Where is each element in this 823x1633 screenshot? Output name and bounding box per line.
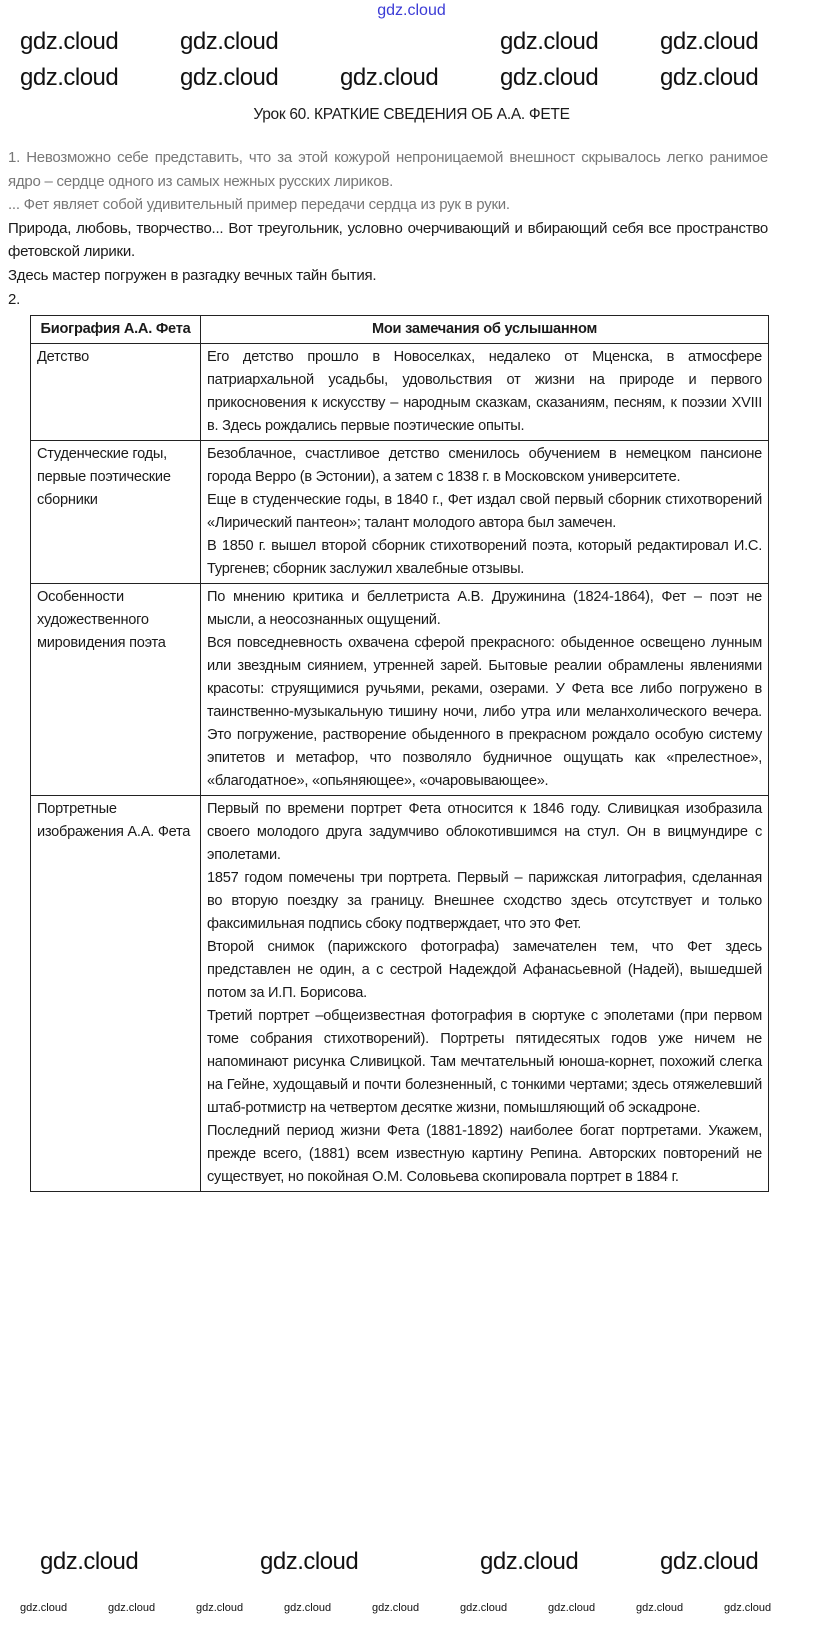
note-paragraph: В 1850 г. вышел второй сборник стихотворений поэта, который редактировал И.С. Тургенев; сборник заслужил хвалебные отзывы. bbox=[207, 538, 762, 578]
document-body bbox=[0, 104, 823, 1192]
watermark-small: gdz.cloud bbox=[636, 1602, 684, 1614]
note-paragraph: 1857 годом помечены три портрета. Первый – парижская литография, сделанная во вторую поездку за границу. Внешнее сходство здесь отсутствует и только факсимильная подпись сбоку подтверждает, что это Фет. bbox=[207, 870, 762, 933]
row-topic: Детство bbox=[31, 344, 201, 441]
table-header-row bbox=[31, 316, 769, 344]
page-title: Урок 60. КРАТКИЕ СВЕДЕНИЯ ОБ А.А. ФЕТЕ bbox=[253, 106, 570, 123]
note-paragraph: Первый по времени портрет Фета относится к 1846 году. Сливицкая изобразила своего молодого друга задумчиво облокотившимся на стул. Он в вицмундире с эполетами. bbox=[207, 801, 762, 864]
watermark: gdz.cloud bbox=[500, 64, 599, 91]
watermark: gdz.cloud bbox=[660, 64, 759, 91]
watermark-small: gdz.cloud bbox=[20, 1602, 68, 1614]
row-notes bbox=[201, 584, 769, 796]
watermark: gdz.cloud bbox=[20, 64, 119, 91]
watermark: gdz.cloud bbox=[660, 1548, 759, 1575]
intro-paragraph: ... Фет являет собой удивительный пример передачи сердца из рук в руки. bbox=[8, 196, 510, 214]
row-notes bbox=[201, 796, 769, 1192]
row-topic: Особенности художественного мировидения поэта bbox=[31, 584, 201, 796]
watermark: gdz.cloud bbox=[340, 64, 439, 91]
biography-table bbox=[30, 315, 769, 1192]
row-notes bbox=[201, 344, 769, 441]
note-paragraph: Безоблачное, счастливое детство сменилось обучением в немецком пансионе города Верро (в Эстонии), а затем с 1838 г. в Московском университете. bbox=[207, 446, 762, 486]
watermark-small: gdz.cloud bbox=[724, 1602, 772, 1614]
column-header-notes: Мои замечания об услышанном bbox=[201, 316, 769, 344]
note-paragraph: Его детство прошло в Новоселках, недалеко от Мценска, в атмосфере патриархальной усадьбы, удовольствия от жизни на природе и первого прикосновения к искусству – народным сказкам, сказаниям, песням, к поэзии XVIII в. Здесь рождались первые поэтические опыты. bbox=[207, 349, 762, 435]
watermark: gdz.cloud bbox=[500, 28, 599, 55]
table-row bbox=[31, 441, 769, 584]
watermark: gdz.cloud bbox=[260, 1548, 359, 1575]
watermark-small: gdz.cloud bbox=[284, 1602, 332, 1614]
row-topic: Студенческие годы, первые поэтические сборники bbox=[31, 441, 201, 584]
intro-paragraph: 1. Невозможно себе представить, что за этой кожурой непроницаемой внешност скрывалось легко ранимое ядро – сердце одного из самых нежных русских лириков. bbox=[8, 149, 768, 190]
watermark-small: gdz.cloud bbox=[108, 1602, 156, 1614]
watermark-small: gdz.cloud bbox=[372, 1602, 420, 1614]
table-row bbox=[31, 796, 769, 1192]
note-paragraph: Еще в студенческие годы, в 1840 г., Фет издал свой первый сборник стихотворений «Лирический пантеон»; талант молодого автора был замечен. bbox=[207, 492, 762, 532]
watermark: gdz.cloud bbox=[180, 64, 279, 91]
table-row bbox=[31, 344, 769, 441]
intro-paragraph: 2. bbox=[8, 290, 21, 308]
note-paragraph: Вся повседневность охвачена сферой прекрасного: обыденное освещено лунным или звездным сиянием, утренней зарей. Бытовые реалии обрамлены явлениями красоты: струящимися ручьями, реками, озерами. У Фета все либо погружено в таинственно-музыкальную тишину ночи, либо утра или меланхолического вечера. Это погружение, растворение обыденного в прекрасном рождало особую систему эпитетов и метафор, что позволяло будничное ощущать как «прелестное», «благодатное», «опьяняющее», «очаровывающее». bbox=[207, 635, 762, 790]
watermark: gdz.cloud bbox=[660, 28, 759, 55]
watermark-small: gdz.cloud bbox=[460, 1602, 508, 1614]
table-row bbox=[31, 584, 769, 796]
watermark: gdz.cloud bbox=[180, 28, 279, 55]
row-notes bbox=[201, 441, 769, 584]
row-topic: Портретные изображения А.А. Фета bbox=[31, 796, 201, 1192]
watermark-small: gdz.cloud bbox=[196, 1602, 244, 1614]
watermark: gdz.cloud bbox=[20, 28, 119, 55]
note-paragraph: Второй снимок (парижского фотографа) замечателен тем, что Фет здесь представлен не один, а с сестрой Надеждой Афанасьевной (Надей), вышедшей потом за И.П. Борисова. bbox=[207, 939, 762, 1002]
intro-text bbox=[8, 146, 768, 311]
watermark-small: gdz.cloud bbox=[548, 1602, 596, 1614]
watermark: gdz.cloud bbox=[480, 1548, 579, 1575]
column-header-biography: Биография А.А. Фета bbox=[31, 316, 201, 344]
note-paragraph: Последний период жизни Фета (1881-1892) наиболее богат портретами. Укажем, прежде всего, (1881) всем известную картину Репина. Авторских повторений не существует, но покойная О.М. Соловьева скопировала портрет в 1884 г. bbox=[207, 1123, 762, 1186]
note-paragraph: Третий портрет –общеизвестная фотография в сюртуке с эполетами (при первом томе собрания стихотворений). Портреты пятидесятых годов уже ничем не напоминают рисунка Сливицкой. Там мечтательный юноша-корнет, похожий слегка на Гейне, худощавый и почти болезненный, с тонкими чертами; здесь отяжелевший штаб-ротмистр на четвертом десятке жизни, помышляющий об эскадроне. bbox=[207, 1008, 762, 1117]
intro-paragraph: Природа, любовь, творчество... Вот треугольник, условно очерчивающий и вбирающий себя все пространство фетовской лирики. bbox=[8, 219, 768, 261]
watermark-top: gdz.cloud bbox=[377, 2, 446, 19]
watermark: gdz.cloud bbox=[40, 1548, 139, 1575]
intro-paragraph: Здесь мастер погружен в разгадку вечных тайн бытия. bbox=[8, 266, 377, 284]
note-paragraph: По мнению критика и беллетриста А.В. Дружинина (1824-1864), Фет – поэт не мысли, а неосознанных ощущений. bbox=[207, 589, 762, 629]
